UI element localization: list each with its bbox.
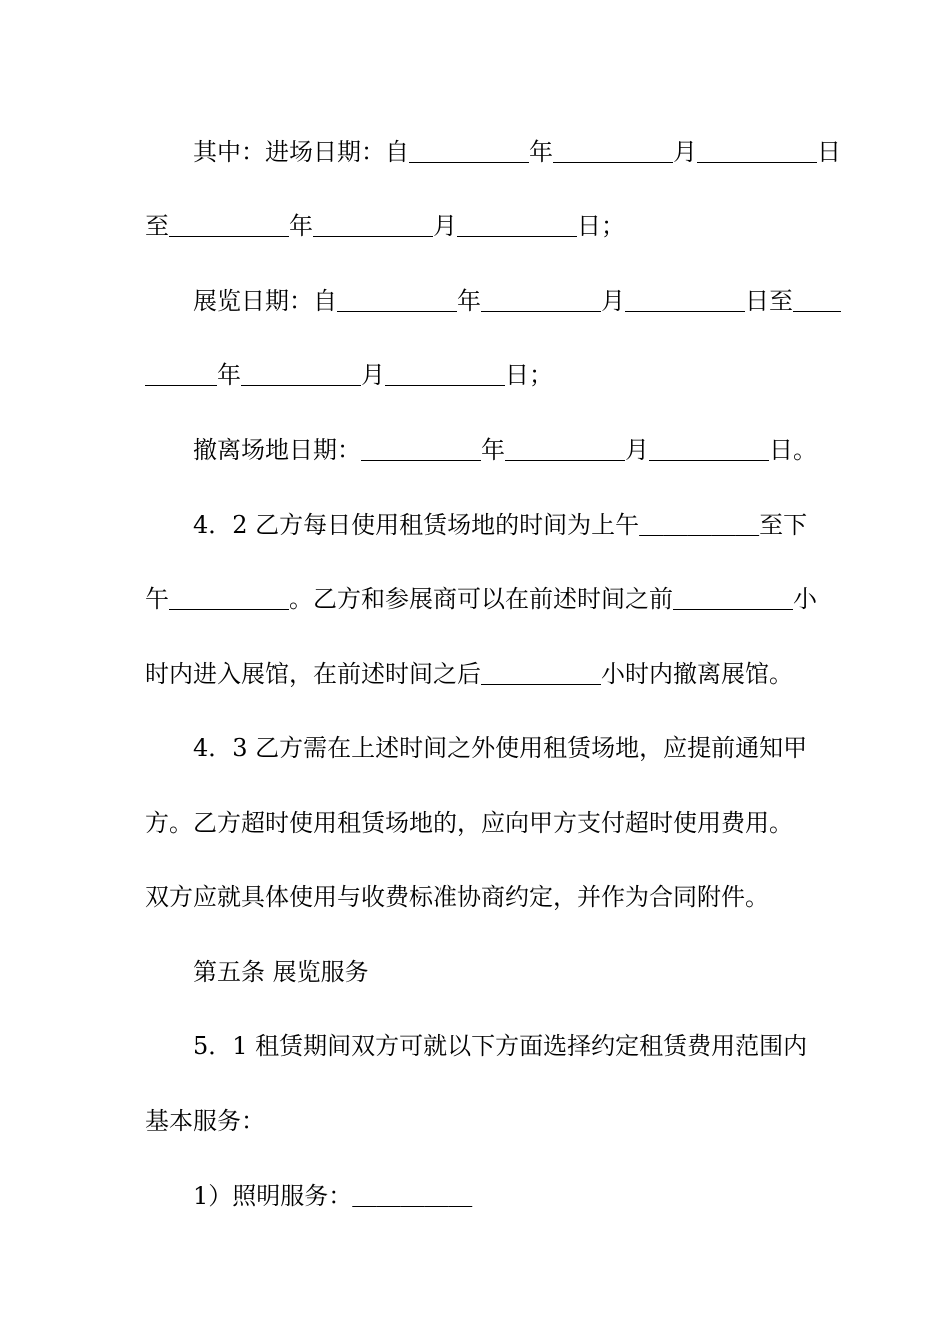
paragraph-line: 双方应就具体使用与收费标准协商约定，并作为合同附件。 <box>145 883 769 911</box>
paragraph-line: 至＿＿＿＿＿年＿＿＿＿＿月＿＿＿＿＿日； <box>145 212 625 240</box>
paragraph-line: 5．1 租赁期间双方可就以下方面选择约定租赁费用范围内 <box>193 1032 808 1060</box>
paragraph-line: 时内进入展馆，在前述时间之后＿＿＿＿＿小时内撤离展馆。 <box>145 660 793 688</box>
paragraph-line: 撤离场地日期：＿＿＿＿＿年＿＿＿＿＿月＿＿＿＿＿日。 <box>193 436 817 464</box>
paragraph-line: 4．2 乙方每日使用租赁场地的时间为上午＿＿＿＿＿至下 <box>193 511 808 539</box>
paragraph-line: 其中：进场日期：自＿＿＿＿＿年＿＿＿＿＿月＿＿＿＿＿日 <box>193 138 841 166</box>
paragraph-line: 基本服务： <box>145 1107 265 1135</box>
paragraph-line: 午＿＿＿＿＿。乙方和参展商可以在前述时间之前＿＿＿＿＿小 <box>145 585 817 613</box>
paragraph-line: ＿＿＿年＿＿＿＿＿月＿＿＿＿＿日； <box>145 361 553 389</box>
paragraph-line: 方。乙方超时使用租赁场地的，应向甲方支付超时使用费用。 <box>145 809 793 837</box>
paragraph-line: 4．3 乙方需在上述时间之外使用租赁场地，应提前通知甲 <box>193 734 808 762</box>
section-heading: 第五条 展览服务 <box>193 958 369 986</box>
paragraph-line: 展览日期：自＿＿＿＿＿年＿＿＿＿＿月＿＿＿＿＿日至＿＿ <box>193 287 841 315</box>
list-item: 1）照明服务：＿＿＿＿＿ <box>193 1182 473 1210</box>
